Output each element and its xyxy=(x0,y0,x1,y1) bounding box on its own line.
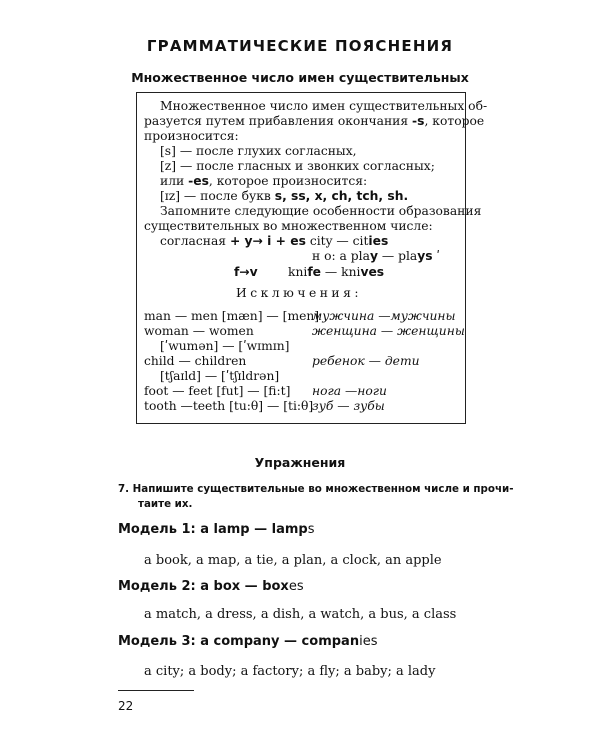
rule-z-sound: [z] — после гласных и звонких согласных; xyxy=(160,159,435,173)
rule-es-ending: или -es, которое произносится: xyxy=(160,174,368,188)
page-number: 22 xyxy=(118,699,134,713)
exception-transcription: [tʃaɪld] — [ʹtʃɪldrən] xyxy=(160,369,280,383)
rule-f-to-v: f→v xyxy=(234,265,258,279)
rule-text-line: разуется путем прибавления окончания -s, которое xyxy=(144,114,485,128)
model-1-label: Модель 1: a lamp — lamps xyxy=(118,522,315,537)
exception-en: tooth —teeth [tu:θ] — [ti:θ] xyxy=(144,399,314,413)
model-1-words: a book, a map, a tie, a plan, a clock, an apple xyxy=(144,553,442,568)
exercises-heading: Упражнения xyxy=(254,455,346,470)
exception-ru: нога —ноги xyxy=(312,384,387,398)
rule-text-line: существительных во множественном числе: xyxy=(144,219,433,233)
model-3-words: a city; a body; a factory; a fly; a baby; a lady xyxy=(144,664,436,679)
exception-en: child — children xyxy=(144,354,247,368)
exceptions-heading: Исключения: xyxy=(236,286,363,300)
exception-ru: зуб — зубы xyxy=(312,399,385,413)
exception-en: man — men [mæn] — [men] xyxy=(144,309,320,323)
model-2-label: Модель 2: a box — boxes xyxy=(118,579,304,594)
exception-transcription: [ʹwumən] — [ʹwɪmɪn] xyxy=(160,339,290,353)
rule-iz-sound: [ɪz] — после букв s, ss, x, ch, tch, sh. xyxy=(160,189,409,203)
exception-ru: мужчина —мужчины xyxy=(312,309,456,323)
rule-text-line: Множественное число имен существительных об- xyxy=(160,99,488,113)
exception-ru: ребенок — дети xyxy=(312,354,420,368)
section-subtitle: Множественное число имен существительных xyxy=(131,70,469,85)
rule-text-line: произносится: xyxy=(144,129,239,143)
footnote-divider xyxy=(118,690,194,691)
model-2-words: a match, a dress, a dish, a watch, a bus, a class xyxy=(144,607,457,622)
exception-en: foot — feet [fut] — [fi:t] xyxy=(144,384,291,398)
exception-en: woman — women xyxy=(144,324,254,338)
exception-ru: женщина — женщины xyxy=(312,324,465,338)
rule-y-exception: н о: a play — plays ʹ xyxy=(312,249,440,263)
task-instruction: 7. Напишите существительные во множественном числе и прочи- xyxy=(118,483,514,495)
rule-f-to-v-example: knife — knives xyxy=(288,265,385,279)
rule-y-to-ies: согласная + y→ i + es city — cities xyxy=(160,234,389,248)
page-title: ГРАММАТИЧЕСКИЕ ПОЯСНЕНИЯ xyxy=(146,37,454,55)
model-3-label: Модель 3: a company — companies xyxy=(118,634,378,649)
rule-text-line: Запомните следующие особенности образования xyxy=(160,204,482,218)
task-instruction: таите их. xyxy=(138,498,193,510)
rule-s-sound: [s] — после глухих согласных, xyxy=(160,144,357,158)
